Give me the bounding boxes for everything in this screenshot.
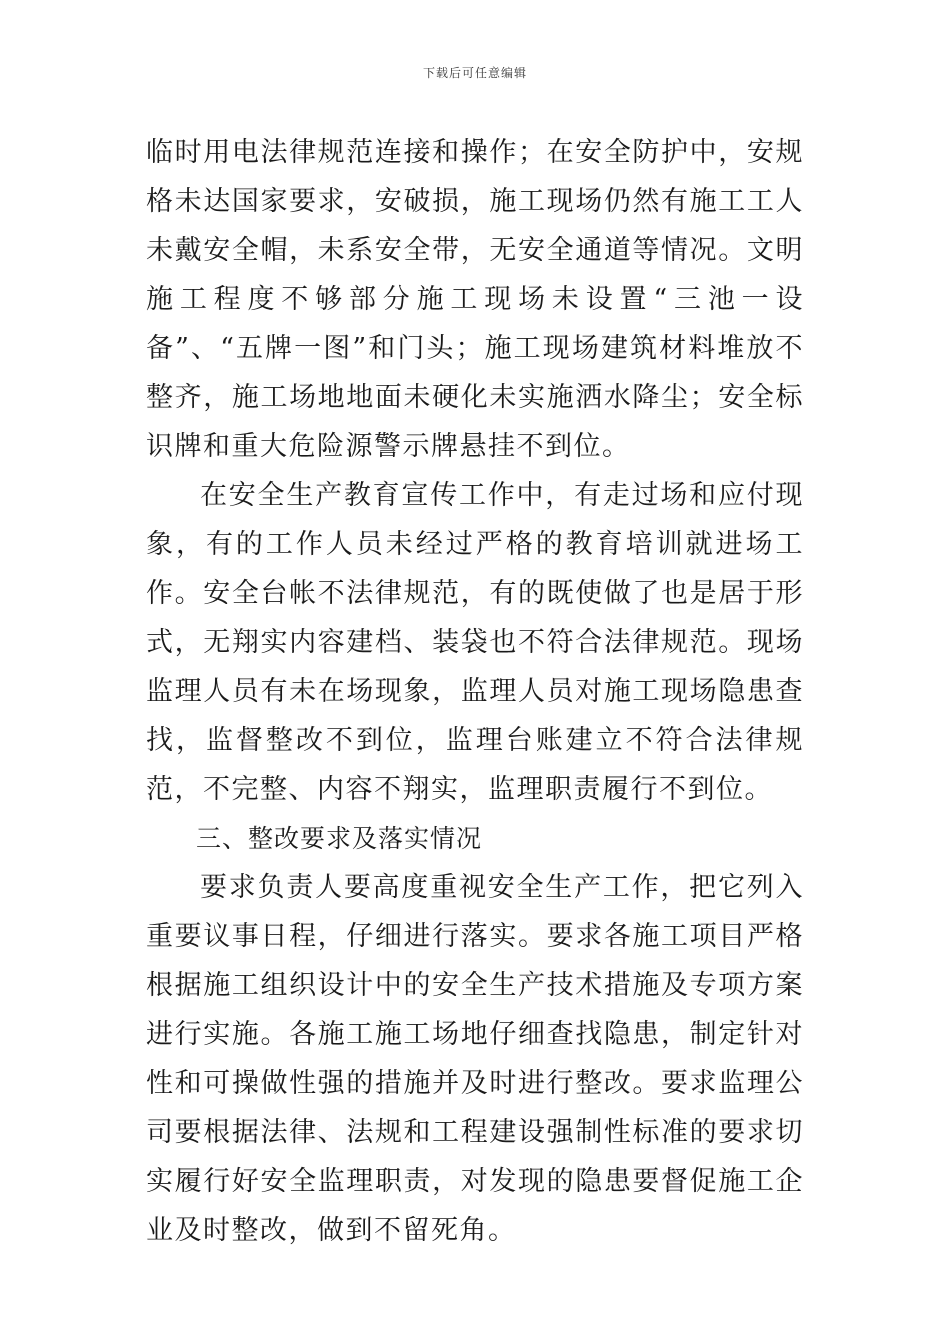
paragraph-2: 在安全生产教育宣传工作中，有走过场和应付现象，有的工作人员未经过严格的教育培训就进场工作。安全台帐不法律规范，有的既使做了也是居于形式，无翔实内容建档、装袋也不符合法律规范。现场监理人员有未在场现象，监理人员对施工现场隐患查找，监督整改不到位，监理台账建立不符合法律规范，不完整、内容不翔实，监理职责履行不到位。 [146, 480, 804, 805]
document-body [146, 128, 804, 1255]
page-header-note: 下载后可任意编辑 [422, 66, 527, 80]
section-heading-3: 三、整改要求及落实情况 [196, 824, 483, 853]
paragraph-3: 要求负责人要高度重视安全生产工作，把它列入重要议事日程，仔细进行落实。要求各施工项目严格根据施工组织设计中的安全生产技术措施及专项方案进行实施。各施工施工场地仔细查找隐患，制定针对性和可操做性强的措施并及时进行整改。要求监理公司要根据法律、法规和工程建设强制性标准的要求切实履行好安全监理职责，对发现的隐患要督促施工企业及时整改，做到不留死角。 [146, 872, 804, 1246]
paragraph-1: 临时用电法律规范连接和操作；在安全防护中，安规格未达国家要求，安破损，施工现场仍然有施工工人未戴安全帽，未系安全带，无安全通道等情况。文明施工程度不够部分施工现场未设置“三池一设备”、“五牌一图”和门头；施工现场建筑材料堆放不整齐，施工场地地面未硬化未实施洒水降尘；安全标识牌和重大危险源警示牌悬挂不到位。 [146, 137, 804, 462]
